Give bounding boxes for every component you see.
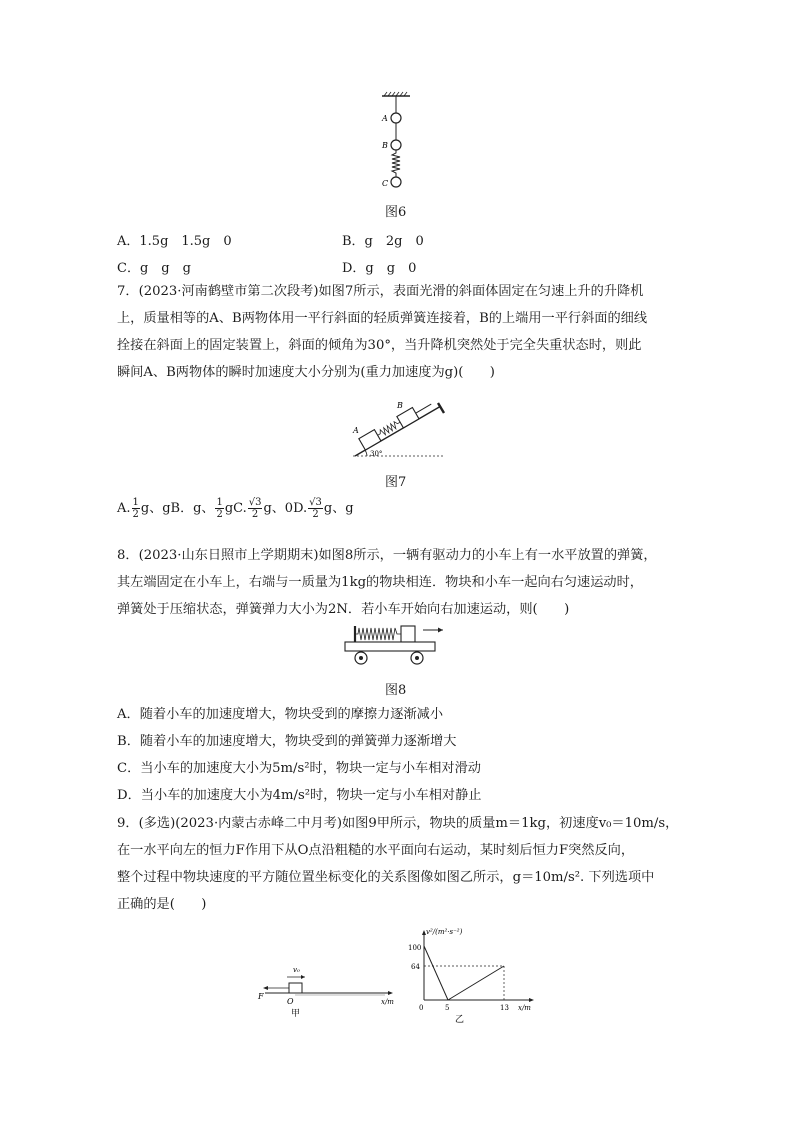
q8-option-c: C．当小车的加速度大小为5m/s²时，物块一定与小车相对滑动 xyxy=(117,761,481,776)
q7-frac-half-b: $\frac{1}{2}$ xyxy=(216,497,223,520)
q7-line-3: 拴接在斜面上的固定装置上，斜面的倾角为30°，当升降机突然处于完全失重状态时，则此 xyxy=(117,338,642,353)
fig9-yi-y100: 100 xyxy=(408,944,422,952)
fig9-yi-y64: 64 xyxy=(411,963,420,971)
q7-line-1: 7．(2023·河南鹤壁市第二次段考)如图7所示，表面光滑的斜面体固定在匀速上升的升降机 xyxy=(117,284,644,299)
q8-line-3: 弹簧处于压缩状态，弹簧弹力大小为2N．若小车开始向右加速运动，则( ) xyxy=(117,602,570,617)
fig6-option-b: B．g 2g 0 xyxy=(342,234,424,249)
fig9-jia-o: O xyxy=(287,997,294,1006)
q7-line-2: 上，质量相等的A、B两物体用一平行斜面的轻质弹簧连接着，B的上端用一平行斜面的细线 xyxy=(117,311,648,326)
q8-option-a: A．随着小车的加速度增大，物块受到的摩擦力逐渐减小 xyxy=(117,707,444,722)
fig9-yi-x0: 0 xyxy=(419,1004,424,1012)
q8-line-1: 8．(2023·山东日照市上学期期末)如图8所示，一辆有驱动力的小车上有一水平放置的弹簧， xyxy=(117,548,657,563)
fig6-label-a: A xyxy=(382,114,388,123)
fig9-yi-ylabel: v²/(m²·s⁻²) xyxy=(426,928,463,936)
fig7-label-b: B xyxy=(397,401,403,410)
q7-frac-half-a: $\frac{1}{2}$ xyxy=(132,497,139,520)
figure-6 xyxy=(370,90,430,195)
q7-frac-sqrt-d: $\frac{√3}{2}$ xyxy=(309,497,322,520)
figure-9-yi xyxy=(372,924,542,1024)
fig6-option-c: C．g g g xyxy=(117,261,191,276)
fig7-caption: 图7 xyxy=(385,475,407,490)
fig9-yi-x13: 13 xyxy=(500,1004,509,1012)
fig7-angle: 30° xyxy=(370,450,383,458)
fig9-yi-x5: 5 xyxy=(445,1004,450,1012)
fig6-label-b: B xyxy=(382,141,388,150)
fig9-yi-xlabel: x/m xyxy=(518,1004,531,1012)
fig6-option-a: A．1.5g 1.5g 0 xyxy=(117,234,232,249)
q7-frac-sqrt-c: $\frac{√3}{2}$ xyxy=(248,497,262,520)
fig9-jia-v0: v₀ xyxy=(293,966,300,974)
q9-line-3: 整个过程中物块速度的平方随位置坐标变化的关系图像如图乙所示，g＝10m/s². 下列选项中 xyxy=(117,870,655,885)
fig9-jia-x: x/m xyxy=(381,998,394,1006)
fig9-jia-caption: 甲 xyxy=(291,1009,301,1019)
q9-line-4: 正确的是( ) xyxy=(117,897,207,912)
q9-line-1: 9．(多选)(2023·内蒙古赤峰二中月考)如图9甲所示，物块的质量m＝1kg，初速度v₀＝10m/s， xyxy=(117,816,679,831)
fig9-jia-f: F xyxy=(258,992,264,1001)
fig6-caption: 图6 xyxy=(385,205,407,220)
fig8-caption: 图8 xyxy=(385,683,407,698)
q7-line-4: 瞬间A、B两物体的瞬时加速度大小分别为(重力加速度为g)( ) xyxy=(117,365,495,380)
q9-line-2: 在一水平向左的恒力F作用下从O点沿粗糙的水平面向右运动，某时刻后恒力F突然反向， xyxy=(117,843,635,858)
fig9-yi-caption: 乙 xyxy=(455,1015,465,1024)
q8-option-d: D．当小车的加速度大小为4m/s²时，物块一定与小车相对静止 xyxy=(117,788,482,803)
q8-option-b: B．随着小车的加速度增大，物块受到的弹簧弹力逐渐增大 xyxy=(117,734,457,749)
q8-line-2: 其左端固定在小车上，右端与一质量为1kg的物块相连．物块和小车一起向右匀速运动时， xyxy=(117,575,643,590)
fig7-label-a: A xyxy=(353,426,359,435)
figure-7 xyxy=(345,388,455,463)
q7-options: A. $\frac{1}{2}$ g、gB．g、 $\frac{1}{2}$ gC. $\frac{√3}{2}$ g、0D. $\frac{√3}{2}$ g、g xyxy=(117,497,354,520)
fig6-option-d: D．g g 0 xyxy=(342,261,417,276)
figure-8 xyxy=(343,622,451,670)
fig6-label-c: C xyxy=(382,179,389,188)
